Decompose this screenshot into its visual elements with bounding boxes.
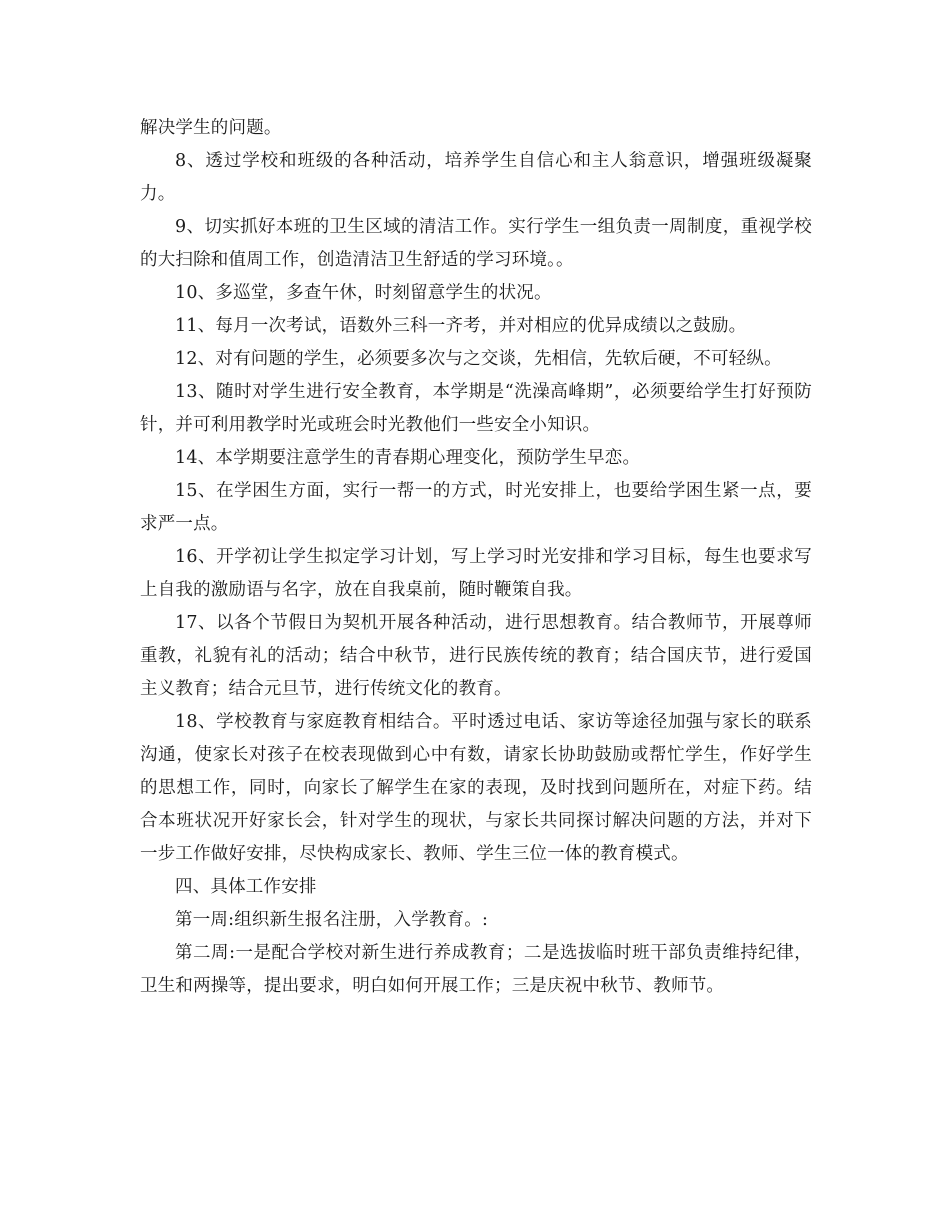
section-heading: 四、具体工作安排 — [175, 877, 317, 897]
document-body — [140, 112, 812, 1003]
paragraph-item-8: 8、透过学校和班级的各种活动，培养学生自信心和主人翁意识，增强班级凝聚力。 — [140, 151, 812, 204]
paragraph-continuation: 解决学生的问题。 — [140, 118, 282, 138]
paragraph-item-12: 12、对有问题的学生，必须要多次与之交谈，先相信，先软后硬，不可轻纵。 — [175, 349, 782, 369]
paragraph-item-13: 13、随时对学生进行安全教育，本学期是“洗澡高峰期”，必须要给学生打好预防针，并可利用教学时光或班会时光教他们一些安全小知识。 — [140, 382, 812, 435]
paragraph-item-14: 14、本学期要注意学生的青春期心理变化，预防学生早恋。 — [175, 448, 641, 468]
paragraph-item-9: 9、切实抓好本班的卫生区域的清洁工作。实行学生一组负责一周制度，重视学校的大扫除和值周工作，创造清洁卫生舒适的学习环境。。 — [140, 217, 812, 270]
paragraph-item-16: 16、开学初让学生拟定学习计划，写上学习时光安排和学习目标，每生也要求写上自我的激励语与名字，放在自我桌前，随时鞭策自我。 — [140, 547, 812, 600]
schedule-week-1: 第一周:组织新生报名注册，入学教育。: — [175, 910, 489, 930]
schedule-week-2: 第二周:一是配合学校对新生进行养成教育；二是选拔临时班干部负责维持纪律，卫生和两操等，提出要求，明白如何开展工作；三是庆祝中秋节、教师节。 — [140, 943, 812, 996]
paragraph-item-15: 15、在学困生方面，实行一帮一的方式，时光安排上，也要给学困生紧一点，要求严一点。 — [140, 481, 812, 534]
paragraph-item-18: 18、学校教育与家庭教育相结合。平时透过电话、家访等途径加强与家长的联系沟通，使家长对孩子在校表现做到心中有数，请家长协助鼓励或帮忙学生，作好学生的思想工作，同时，向家长了解学生在家的表现，及时找到问题所在，对症下药。结合本班状况开好家长会，针对学生的现状，与家长共同探讨解决问题的方法，并对下一步工作做好安排，尽快构成家长、教师、学生三位一体的教育模式。 — [140, 712, 812, 864]
paragraph-item-10: 10、多巡堂，多查午休，时刻留意学生的状况。 — [175, 283, 552, 303]
paragraph-item-17: 17、以各个节假日为契机开展各种活动，进行思想教育。结合教师节，开展尊师重教，礼貌有礼的活动；结合中秋节，进行民族传统的教育；结合国庆节，进行爱国主义教育；结合元旦节，进行传统文化的教育。 — [140, 613, 812, 699]
paragraph-item-11: 11、每月一次考试，语数外三科一齐考，并对相应的优异成绩以之鼓励。 — [175, 316, 747, 336]
